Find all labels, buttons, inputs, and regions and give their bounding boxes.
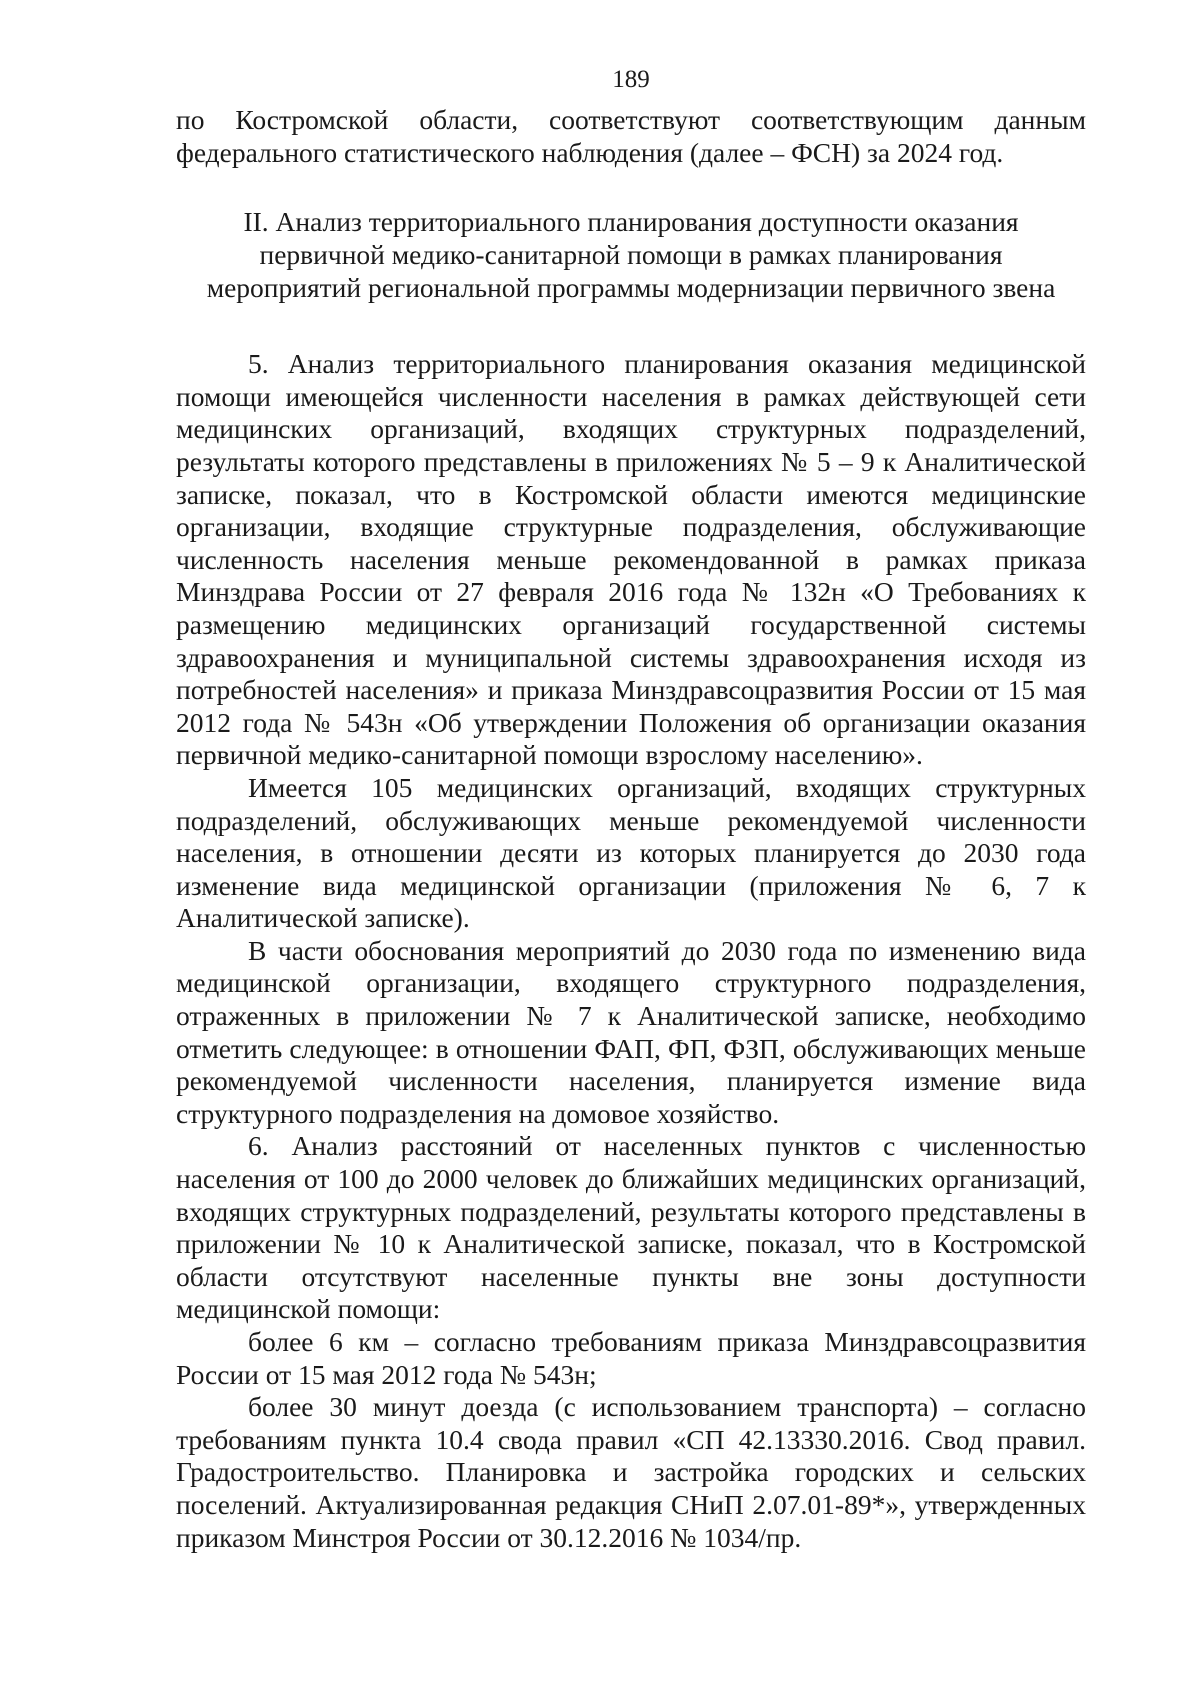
section-heading-line: II. Анализ территориального планирования доступности оказания [243, 206, 1019, 238]
paragraph-justification: В части обоснования мероприятий до 2030 года по изменению вида медицинской организации, входящего структурного подразделения, отраженных в приложении № 7 к Аналитической записке, необходимо отметить следующее: в отношении ФАП, ФП, ФЗП, обслуживающих меньше рекомендуемой численности населения, планируется измение вида структурного подразделения на домовое хозяйство. [176, 934, 1086, 1129]
paragraph-item-6: 6. Анализ расстояний от населенных пунктов с численностью населения от 100 до 2000 человек до ближайших медицинских организаций, входящих структурных подразделений, результаты которого представлены в приложении № 10 к Аналитической записке, показал, что в Костромской области отсутствуют населенные пункты вне зоны доступности медицинской помощи: [176, 1130, 1086, 1325]
paragraph-item-5: 5. Анализ территориального планирования оказания медицинской помощи имеющейся численности населения в рамках действующей сети медицинских организаций, входящих структурных подразделений, результаты которого представлены в приложениях № 5 – 9 к Аналитической записке, показал, что в Костромской области имеются медицинские организации, входящие структурные подразделения, обслуживающие численность населения меньше рекомендованной в рамках приказа Минздрава России от 27 февраля 2016 года № 132н «О Требованиях к размещению медицинских организаций государственной системы здравоохранения и муниципальной системы здравоохранения исходя из потребностей населения» и приказа Минздравсоцразвития России от 15 мая 2012 года № 543н «Об утверждении Положения об организации оказания первичной медико-санитарной помощи взрослому населению». [176, 348, 1086, 771]
section-heading [176, 205, 1086, 304]
section-heading-line: первичной медико-санитарной помощи в рамках планирования [259, 239, 1003, 271]
page-number: 189 [612, 66, 650, 93]
paragraph-distance-criterion: более 6 км – согласно требованиям приказа Минздравсоцразвития России от 15 мая 2012 года № 543н; [176, 1326, 1086, 1390]
paragraph-travel-time-criterion: более 30 минут доезда (с использованием транспорта) – согласно требованиям пункта 10.4 свода правил «СП 42.13330.2016. Свод правил. Градостроительство. Планировка и застройка городских и сельских поселений. Актуализированная редакция СНиП 2.07.01-89*», утвержденных приказом Минстроя России от 30.12.2016 № 1034/пр. [176, 1391, 1086, 1553]
section-heading-line: мероприятий региональной программы модернизации первичного звена [206, 272, 1056, 304]
intro-paragraph: по Костромской области, соответствуют соответствующим данным федерального статистического наблюдения (далее – ФСН) за 2024 год. [176, 104, 1086, 168]
document-page [176, 60, 1086, 1554]
paragraph-organizations-count: Имеется 105 медицинских организаций, входящих структурных подразделений, обслуживающих меньше рекомендуемой численности населения, в отношении десяти из которых планируется до 2030 года изменение вида медицинской организации (приложения № 6, 7 к Аналитической записке). [176, 771, 1086, 934]
